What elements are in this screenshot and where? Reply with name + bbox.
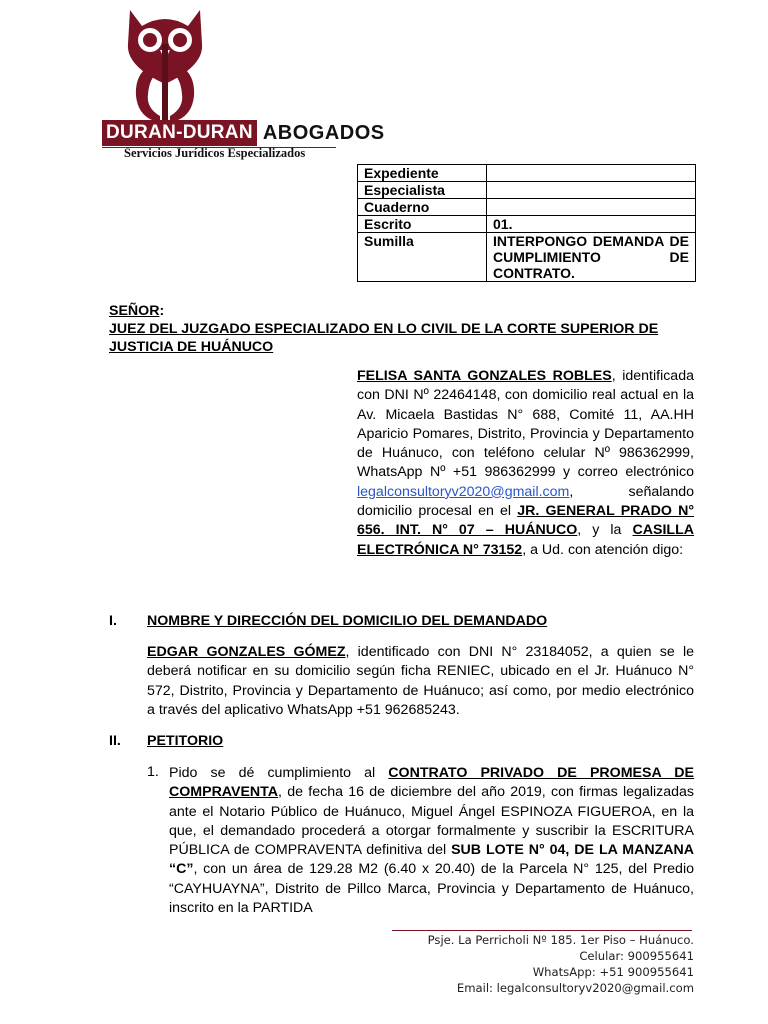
brand-tagline: Servicios Jurídicos Especializados: [124, 146, 306, 160]
section-1-title: NOMBRE Y DIRECCIÓN DEL DOMICILIO DEL DEMANDADO: [147, 613, 548, 629]
footer-email[interactable]: Email: legalconsultoryv2020@gmail.com: [456, 981, 694, 995]
petition-item-number: 1.: [147, 764, 159, 780]
plaintiff-name: FELISA SANTA GONZALES ROBLES: [357, 368, 612, 384]
case-value-expediente: [487, 165, 696, 182]
intro-text-3: , y la: [577, 522, 633, 539]
section-1-text: , identificado con DNI N° 23184052, a quien se le deberá notificar en su domicilio según ficha RENIEC, ubicado en el Jr. Huánuco N° 572, Distrito, Provincia y Departamento de Huánuco; así como, por medio electrónico a través del aplicativo WhatsApp +51 962685243.: [147, 644, 694, 718]
table-row: [358, 165, 696, 182]
intro-paragraph: [357, 367, 694, 560]
judge-line: JUEZ DEL JUZGADO ESPECIALIZADO EN LO CIVIL DE LA CORTE SUPERIOR DE JUSTICIA DE HUÁNUCO: [109, 321, 659, 355]
table-row: [358, 182, 696, 199]
case-key-sumilla: Sumilla: [358, 233, 487, 282]
petition-item-body: [169, 764, 694, 918]
lot-name: SUB LOTE N° 04, DE LA MANZANA “C”: [169, 842, 695, 878]
electronic-box: CASILLA ELECTRÓNICA N° 73152: [357, 522, 694, 558]
petition-text-1: Pido se dé cumplimiento al: [169, 765, 389, 781]
case-value-escrito: 01.: [487, 216, 696, 233]
salutation: SEÑOR: [109, 303, 160, 319]
table-row: [358, 199, 696, 216]
case-value-cuaderno: [487, 199, 696, 216]
section-1-number: I.: [109, 613, 117, 629]
case-key-expediente: Expediente: [358, 165, 487, 182]
case-value-sumilla: INTERPONGO DEMANDA DE CUMPLIMIENTO DE CONTRATO.: [487, 233, 696, 282]
addressee-block: SEÑOR: JUEZ DEL JUZGADO ESPECIALIZADO EN LO CIVIL DE LA CORTE SUPERIOR DE JUSTICIA DE HUÁNUCO: [109, 302, 694, 356]
table-row: [358, 216, 696, 233]
case-key-escrito: Escrito: [358, 216, 487, 233]
section-1-body: [147, 643, 694, 720]
intro-text-4: , a Ud. con atención digo:: [522, 541, 684, 558]
contract-name: CONTRATO PRIVADO DE PROMESA DE COMPRAVENTA: [169, 765, 694, 801]
section-2-title: PETITORIO: [147, 733, 224, 749]
brand-name-red: DURAN-DURAN: [102, 120, 257, 146]
footer-address: Psje. La Perricholi Nº 185. 1er Piso – Huánuco.: [427, 933, 694, 947]
footer-whatsapp: WhatsApp: +51 900955641: [532, 965, 694, 979]
case-info-table: [357, 164, 696, 282]
footer-contact: [360, 932, 694, 996]
brand-name: [102, 120, 385, 146]
intro-text-1: , identificada con DNI Nº 22464148, con domicilio real actual en la Av. Micaela Bastidas N° 688, Comité 11, AA.HH Aparicio Pomares, Distrito, Provincia y Departamento de Huánuco, con teléfono celular Nº 986362999, WhatsApp Nº +51 986362999 y correo electrónico: [357, 368, 694, 481]
petition-text-3: , con un área de 129.28 M2 (6.40 x 20.40) de la Parcela N° 125, del Predio “CAYHUAYNA”, Distrito de Pillco Marca, Provincia y Departamento de Huánuco, inscrito en la PARTIDA: [169, 861, 694, 917]
procedural-address: JR. GENERAL PRADO N° 656. INT. N° 07 – HUÁNUCO: [357, 503, 694, 539]
footer-phone: Celular: 900955641: [579, 949, 694, 963]
table-row: [358, 233, 696, 282]
brand-name-black: ABOGADOS: [262, 122, 385, 144]
case-value-especialista: [487, 182, 696, 199]
intro-text-2: , señalando domicilio procesal en el: [357, 483, 694, 520]
case-key-cuaderno: Cuaderno: [358, 199, 487, 216]
section-2-number: II.: [109, 733, 121, 749]
footer-divider: [392, 930, 692, 931]
case-key-especialista: Especialista: [358, 182, 487, 199]
email-link[interactable]: legalconsultoryv2020@gmail.com: [357, 483, 570, 500]
petition-text-2: , de fecha 16 de diciembre del año 2019, con firmas legalizadas ante el Notario Público de Huánuco, Miguel Ángel ESPINOZA FIGUEROA, en la que, el demandado procederá a otorgar formalmente y suscribir la ESCRITURA PÚBLICA de COMPRAVENTA definitiva del: [169, 784, 694, 859]
defendant-name: EDGAR GONZALES GÓMEZ: [147, 644, 346, 660]
